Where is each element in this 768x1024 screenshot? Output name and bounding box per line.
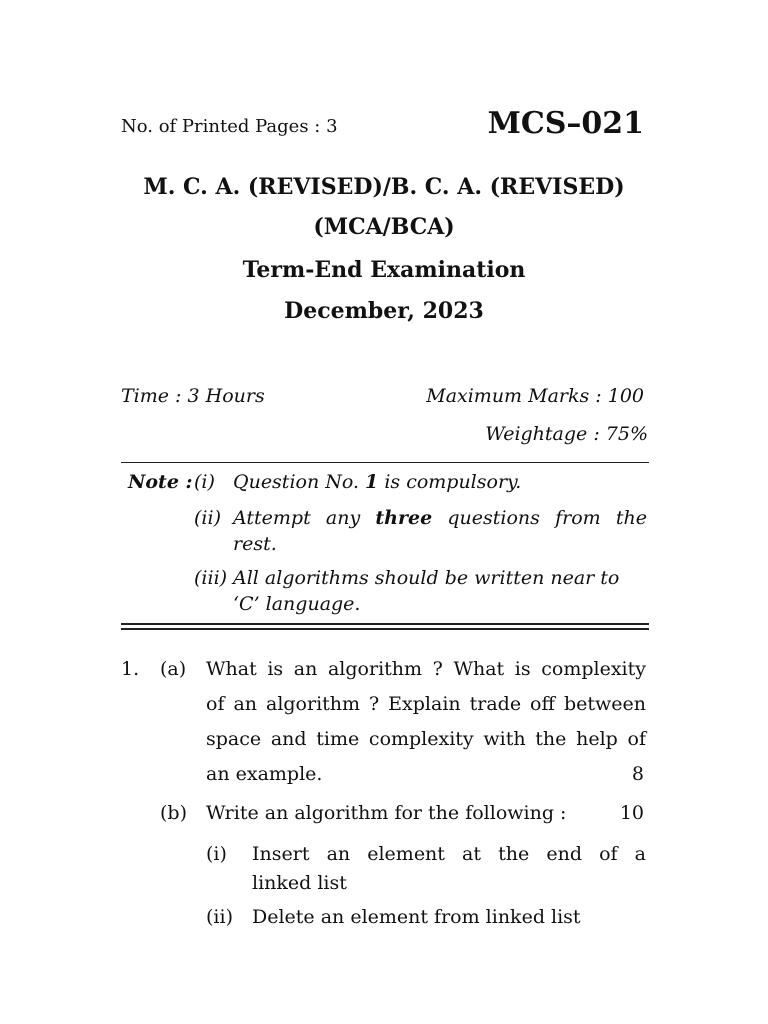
note-label: Note : [128,471,193,493]
note-item-number: (ii) [194,507,221,529]
programme-abbrev: (MCA/BCA) [313,214,455,240]
note-item-number: (i) [194,471,215,493]
question-text-line: Write an algorithm for the following : [206,802,567,824]
note-text-segment: Question No. [233,471,366,493]
exam-time: Time : 3 Hours [121,385,265,407]
note-emphasis: three [375,507,433,529]
divider-bottom [121,623,649,625]
question-number: 1. [121,658,140,680]
subitem-text: Insert an element at the end of a [252,843,646,865]
question-text-line: an example. [206,763,323,785]
programme-title: M. C. A. (REVISED)/B. C. A. (REVISED) [143,174,625,200]
subitem-number: (i) [206,843,227,865]
question-text-line: What is an algorithm ? What is complexity [206,658,646,680]
note-text-segment: is compulsory. [378,471,522,493]
exam-session: December, 2023 [284,298,484,324]
question-marks: 8 [631,763,644,785]
exam-type: Term-End Examination [242,257,526,283]
question-part-label: (b) [160,802,187,824]
weightage: Weightage : 75% [485,423,648,445]
note-item-continuation: ‘C’ language. [233,593,361,615]
divider-top [121,462,649,463]
note-text-segment: questions from the [432,507,647,529]
printed-pages-count: No. of Printed Pages : 3 [121,116,338,137]
note-item-number: (iii) [194,567,228,589]
note-item-continuation: rest. [233,533,277,555]
note-item-text: All algorithms should be written near to [233,567,620,589]
subitem-text: Delete an element from linked list [252,906,581,928]
question-part-label: (a) [160,658,187,680]
note-emphasis: 1 [365,471,379,493]
subitem-number: (ii) [206,906,233,928]
max-marks: Maximum Marks : 100 [426,385,644,407]
paper-code: MCS–021 [487,106,644,141]
note-item-text [233,471,521,493]
note-item-text [233,507,647,529]
note-text-segment: Attempt any [233,507,376,529]
divider-bottom [121,628,649,630]
question-text-line: of an algorithm ? Explain trade off between [206,693,646,715]
question-text-line: space and time complexity with the help of [206,728,646,750]
subitem-text: linked list [252,872,347,894]
question-marks: 10 [619,802,644,824]
